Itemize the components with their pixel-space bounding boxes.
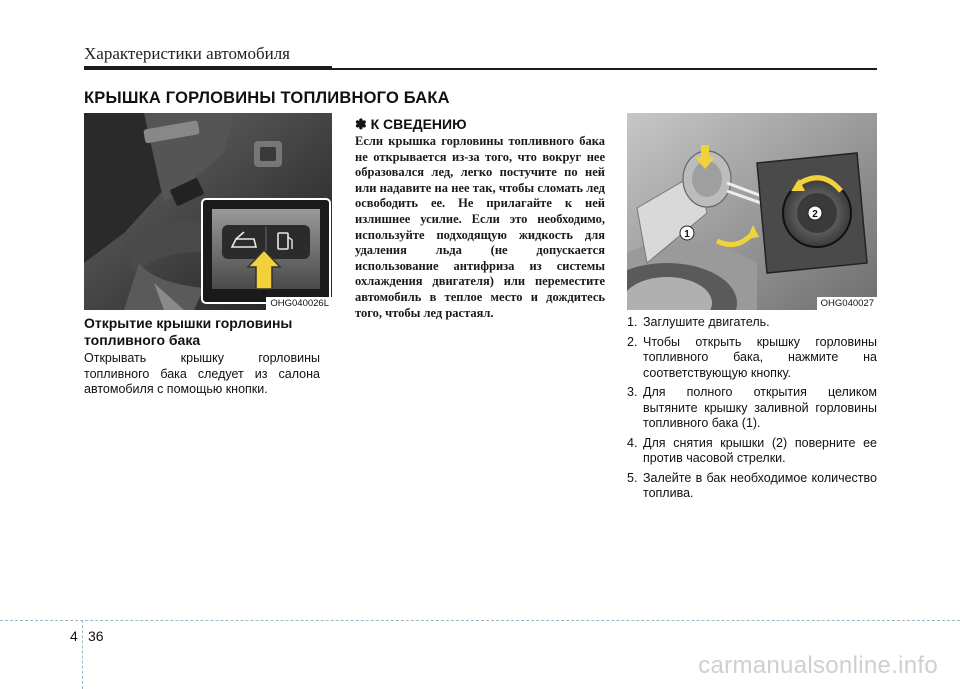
notice-text: Если крышка горловины топливного бака не открывается из-за того, что вокруг нее образовался лед, легко постучите по ней или надавите на нее так, чтобы сломать лед освободить ее. Не прилагайте к ней излишнее усилие. Если это необходимо, используйте подходящую жидкость для удаления льда (не допускается использование антифриза из системы охлаждения двигателя) или переместите автомобиль в теплое место и дождитесь того, чтобы лед растаял. [355,134,605,320]
fuel-cap-illustration [627,113,877,310]
step-text: Залейте в бак необходимое количество топлива. [643,470,877,500]
photo-code-right: OHG040027 [817,297,877,310]
interior-panel-illustration [84,113,332,310]
step-number: 4. [627,435,638,450]
step-item [627,315,877,331]
photo-code-left: OHG040026L [266,297,332,310]
step-item [627,471,877,502]
notice-title: ✽ К СВЕДЕНИЮ [355,116,467,132]
chapter-number: 4 [70,628,78,644]
page-number: 36 [88,628,104,644]
step-text: Для снятия крышки (2) поверните ее против часовой стрелки. [643,435,877,465]
watermark: carmanualsonline.info [698,652,938,679]
step-item [627,385,877,432]
header-rule-thin [332,68,877,70]
fuel-cap-photo [627,113,877,310]
step-number: 1. [627,315,638,329]
callout-1: 1 [684,229,690,240]
header-rule-thick [84,66,332,70]
step-number: 2. [627,334,638,349]
subheading-open-fuel-door: Открытие крышки горловины топливного бака [84,315,293,348]
interior-button-photo [84,113,332,310]
running-header: Характеристики автомобиля [84,44,290,63]
step-number: 5. [627,470,638,485]
footer-divider [82,620,83,689]
left-body-text: Открывать крышку горловины топливного бака следует из салона автомобиля с помощью кнопки. [84,351,320,396]
step-item [627,436,877,467]
section-title: КРЫШКА ГОРЛОВИНЫ ТОПЛИВНОГО БАКА [84,89,450,107]
refuel-steps-list [627,315,877,506]
step-text: Заглушите двигатель. [643,315,770,329]
step-text: Чтобы открыть крышку горловины топливного бака, нажмите на соответствующую кнопку. [643,334,877,380]
step-item [627,335,877,382]
callout-2: 2 [812,209,818,220]
footer-rule [0,620,960,621]
step-text: Для полного открытия целиком вытяните крышку заливной горловины топливного бака (1). [643,385,877,430]
step-number: 3. [627,385,638,399]
